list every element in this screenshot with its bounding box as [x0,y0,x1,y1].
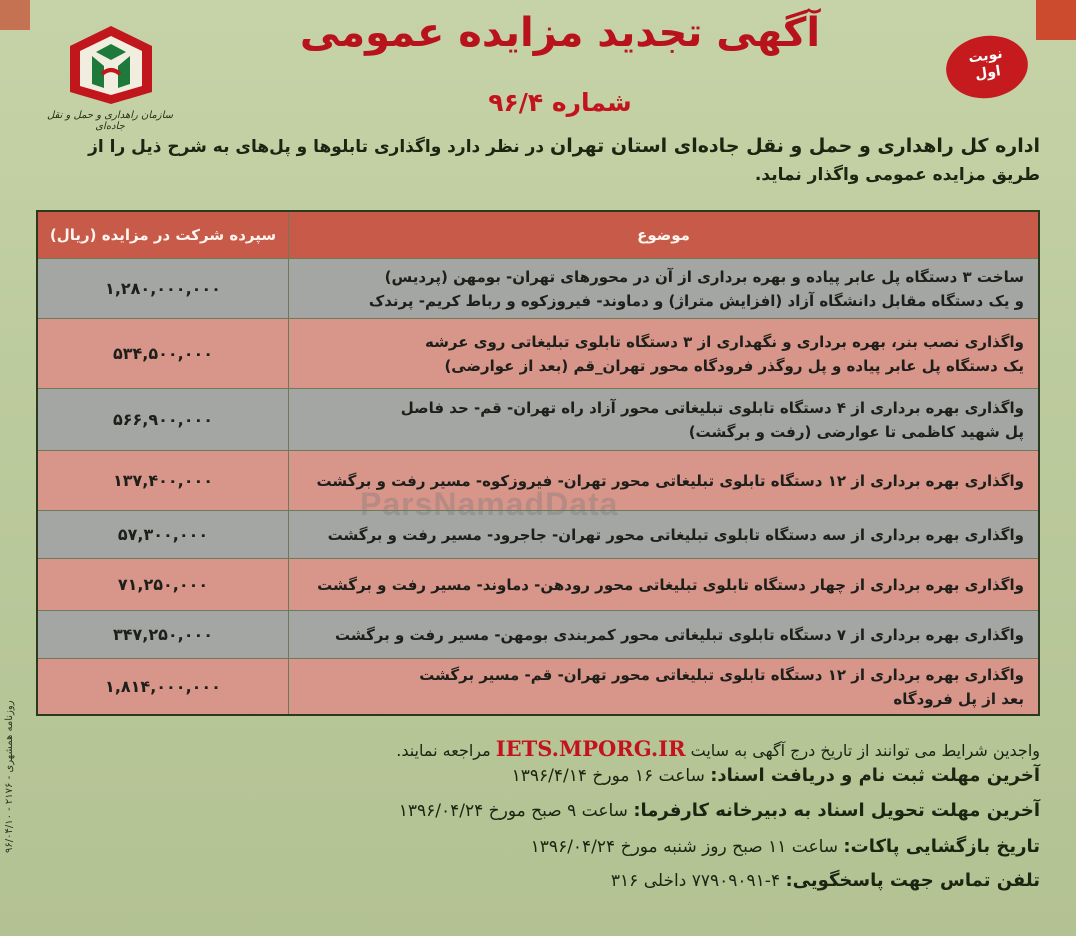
row-amount: ۵۶۶,۹۰۰,۰۰۰ [112,410,214,429]
registration-deadline [40,765,1040,786]
subject-line-1: واگذاری بهره برداری از سه دستگاه تابلوی تبلیغاتی محور تهران- جاجرود- مسیر رفت و برگشت [327,525,1024,544]
header-subject: موضوع [288,212,1038,258]
website-instruction-pre: واجدین شرایط می توانند از تاریخ درج آگهی به سایت [685,741,1040,760]
table-row [38,318,1038,388]
subject-line-2: پل شهید کاظمی تا عوارضی (رفت و برگشت) [688,422,1024,441]
organization-logo-icon [66,22,156,106]
registration-deadline-value: ساعت ۱۶ مورخ ۱۳۹۶/۴/۱۴ [511,766,711,786]
notice-title: آگهی تجدید مزایده عمومی [299,10,821,56]
intro-organization: اداره کل راهداری و حمل و نقل جاده‌ای استان تهران [550,135,1040,157]
subject-line-1: واگذاری بهره برداری از ۱۲ دستگاه تابلوی تبلیغاتی محور تهران- قم- مسیر برگشت [419,665,1024,684]
table-row [38,610,1038,658]
row-amount: ۱,۸۱۴,۰۰۰,۰۰۰ [105,677,221,696]
subject-line-1: واگذاری بهره برداری از چهار دستگاه تابلوی تبلیغاتی محور رودهن- دماوند- مسیر رفت و برگشت [317,575,1024,594]
opening-date-value: ساعت ۱۱ صبح روز شنبه مورخ ۱۳۹۶/۰۴/۲۴ [530,837,844,857]
subject-line-2: بعد از پل فرودگاه [893,689,1024,708]
subject-line-1: ساخت ۳ دستگاه پل عابر پیاده و بهره برداری از آن در محورهای تهران- بومهن (پردیس) [384,267,1024,286]
registration-deadline-label: آخرین مهلت ثبت نام و دریافت اسناد: [710,765,1040,786]
contact-phone-value: ۴-۷۷۹۰۹۰۹۱ داخلی ۳۱۶ [610,871,786,891]
row-amount: ۱,۲۸۰,۰۰۰,۰۰۰ [105,279,221,298]
row-amount: ۵۷,۳۰۰,۰۰۰ [117,525,209,544]
intro-paragraph [40,132,1040,189]
submission-deadline-value: ساعت ۹ صبح مورخ ۱۳۹۶/۰۴/۲۴ [398,801,634,821]
subject-line-2: و یک دستگاه مقابل دانشگاه آزاد (افزایش متراژ) و دماوند- فیروزکوه و رباط کریم- پرندک [368,291,1024,310]
newspaper-side-note: روزنامه همشهری - ۲۱۷۶ - ۹۶/۰۴/۱۰ [4,700,15,853]
row-subject [288,389,1038,450]
subject-line-1: واگذاری بهره برداری از ۱۲ دستگاه تابلوی تبلیغاتی محور تهران- فیروزکوه- مسیر رفت و برگشت [316,471,1024,490]
table-row [38,658,1038,714]
row-subject [288,659,1038,714]
website-instruction [40,736,1040,761]
submission-deadline-label: آخرین مهلت تحویل اسناد به دبیرخانه کارفرما: [633,800,1040,821]
subject-line-1: واگذاری بهره برداری از ۴ دستگاه تابلوی تبلیغاتی محور آزاد راه تهران- قم- حد فاصل [400,398,1024,417]
page-corner-decoration-left [0,0,30,30]
table-row [38,558,1038,610]
table-row [38,258,1038,318]
table-row [38,388,1038,450]
row-subject [288,559,1038,610]
row-amount: ۱۳۷,۴۰۰,۰۰۰ [112,471,214,490]
row-subject [288,611,1038,658]
opening-date [40,836,1040,857]
opening-date-label: تاریخ بازگشایی پاکات: [843,836,1040,857]
badge-line-2: اول [974,63,1002,83]
subject-line-1: واگذاری نصب بنر، بهره برداری و نگهداری از ۳ دستگاه تابلوی تبلیغاتی روی عرشه [425,332,1024,351]
badge-line-1: نوبت [967,45,1004,67]
subject-line-1: واگذاری بهره برداری از ۷ دستگاه تابلوی تبلیغاتی محور کمربندی بومهن- مسیر رفت و برگشت [334,625,1024,644]
intro-text: در نظر دارد واگذاری تابلوها و پل‌های به شرح ذیل را از طریق مزایده عمومی واگذار نماید. [88,137,1040,185]
watermark-text: ParsNamadData [360,486,619,522]
row-amount: ۳۴۷,۲۵۰,۰۰۰ [112,625,214,644]
row-amount: ۵۳۴,۵۰۰,۰۰۰ [112,344,214,363]
page-corner-decoration [1036,0,1076,40]
edition-badge [942,31,1032,104]
table-header-row [38,212,1038,258]
header-deposit: سپرده شرکت در مزایده (ریال) [49,226,277,244]
notice-number: شماره ۹۶/۴ [488,88,632,117]
website-link[interactable]: IETS.MPORG.IR [495,736,686,761]
auction-table [36,210,1040,716]
contact-phone-label: تلفن تماس جهت پاسخگویی: [785,870,1040,891]
organization-caption: سازمان راهداری و حمل و نقل جاده‌ای [46,110,174,132]
row-subject [288,259,1038,318]
submission-deadline [40,800,1040,821]
website-instruction-post: مراجعه نمایند. [396,741,496,760]
row-amount: ۷۱,۲۵۰,۰۰۰ [117,575,209,594]
contact-phone [40,870,1040,891]
row-subject [288,319,1038,388]
subject-line-2: یک دستگاه پل عابر پیاده و پل روگذر فرودگاه محور تهران_قم (بعد از عوارضی) [444,356,1024,375]
